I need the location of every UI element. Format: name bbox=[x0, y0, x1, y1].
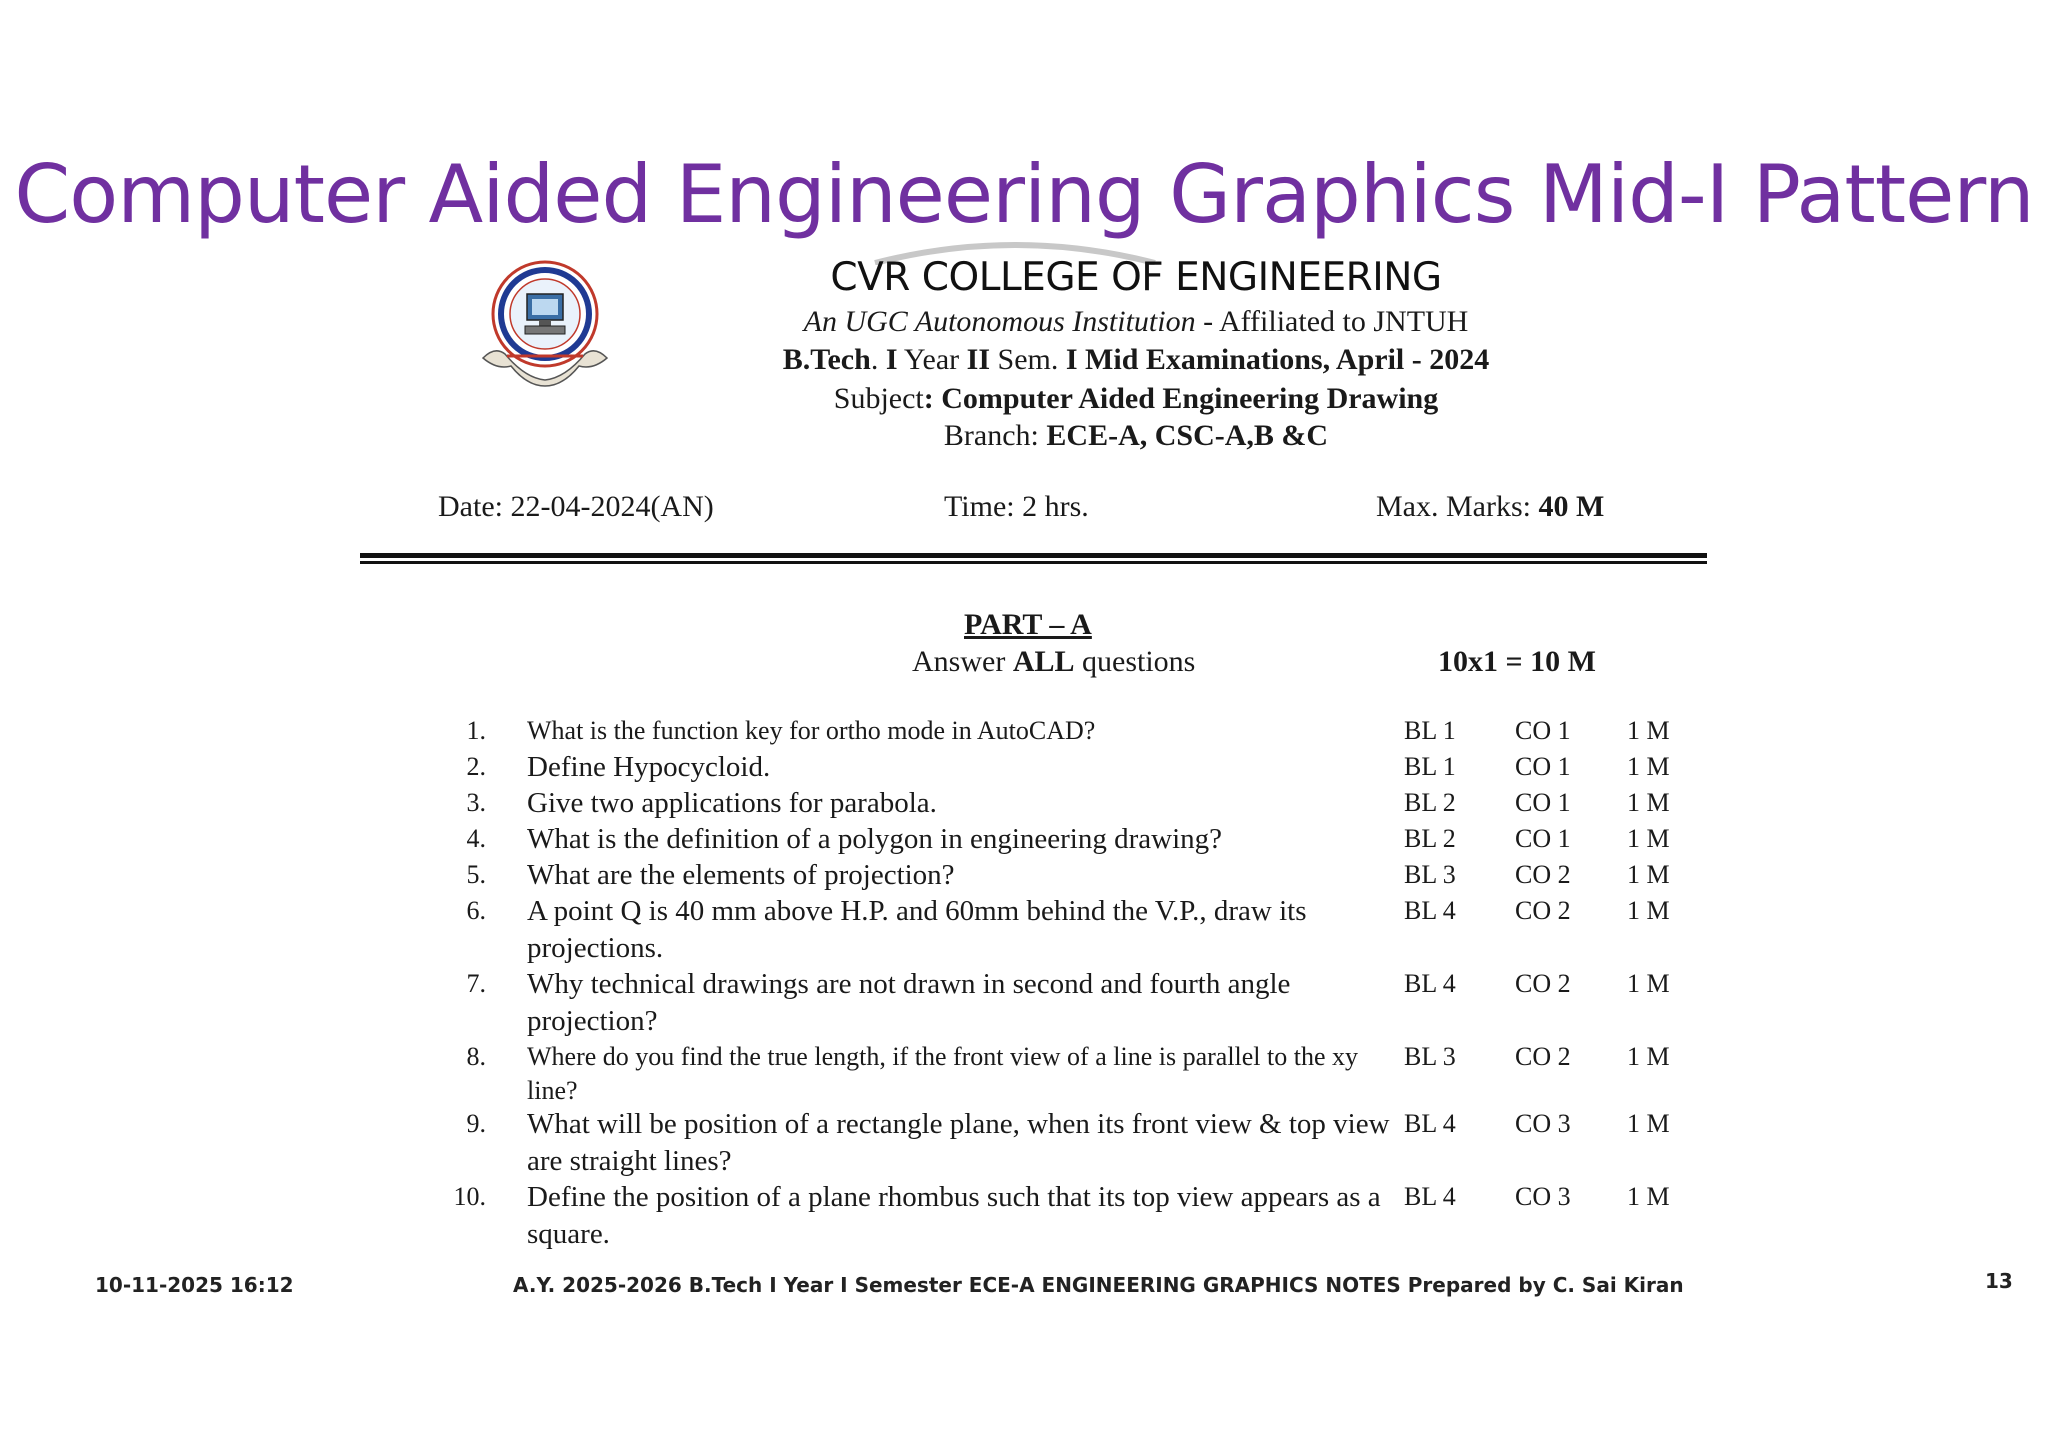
exam-line: B.Tech. I Year II Sem. I Mid Examinations, April - 2024 bbox=[782, 343, 1490, 376]
question-text: Where do you find the true length, if the front view of a line is parallel to the xy line? bbox=[527, 1042, 1359, 1105]
course-outcome: CO 1 bbox=[1515, 716, 1571, 745]
bloom-level: BL 1 bbox=[1404, 752, 1456, 781]
part-a-instruction: Answer ALL questions bbox=[912, 645, 1196, 678]
question-marks: 1 M bbox=[1627, 969, 1670, 998]
question-text: What is the definition of a polygon in engineering drawing? bbox=[527, 823, 1223, 855]
question-text: What is the function key for ortho mode in AutoCAD? bbox=[527, 716, 1096, 745]
question-number: 3. bbox=[466, 788, 486, 817]
question-marks: 1 M bbox=[1627, 716, 1670, 745]
question-text: Define Hypocycloid. bbox=[527, 751, 771, 783]
page-number: 13 bbox=[1985, 1269, 2013, 1293]
question-number: 7. bbox=[466, 969, 486, 998]
college-seal-logo bbox=[475, 258, 615, 388]
course-outcome: CO 3 bbox=[1515, 1182, 1571, 1211]
subject-line: Subject: Computer Aided Engineering Drawing bbox=[833, 382, 1439, 415]
question-marks: 1 M bbox=[1627, 752, 1670, 781]
question-number: 9. bbox=[466, 1109, 486, 1138]
bloom-level: BL 1 bbox=[1404, 716, 1456, 745]
bloom-level: BL 2 bbox=[1404, 788, 1456, 817]
exam-date: Date: 22-04-2024(AN) bbox=[438, 490, 714, 523]
footer-datetime: 10-11-2025 16:12 bbox=[95, 1273, 294, 1297]
question-marks: 1 M bbox=[1627, 860, 1670, 889]
exam-time: Time: 2 hrs. bbox=[944, 490, 1089, 523]
question-number: 8. bbox=[466, 1042, 486, 1071]
bloom-level: BL 4 bbox=[1404, 896, 1456, 925]
question-number: 1. bbox=[466, 716, 486, 745]
bloom-level: BL 3 bbox=[1404, 1042, 1456, 1071]
question-marks: 1 M bbox=[1627, 1182, 1670, 1211]
header-divider bbox=[360, 553, 1707, 558]
college-name: CVR COLLEGE OF ENGINEERING bbox=[830, 255, 1442, 300]
question-marks: 1 M bbox=[1627, 1109, 1670, 1138]
footer-center-text: A.Y. 2025-2026 B.Tech I Year I Semester ECE-A ENGINEERING GRAPHICS NOTES Prepared by C. Sai Kiran bbox=[513, 1273, 1684, 1297]
question-marks: 1 M bbox=[1627, 1042, 1670, 1071]
question-marks: 1 M bbox=[1627, 896, 1670, 925]
course-outcome: CO 2 bbox=[1515, 896, 1571, 925]
question-marks: 1 M bbox=[1627, 788, 1670, 817]
question-text: Give two applications for parabola. bbox=[527, 787, 937, 819]
question-text: Why technical drawings are not drawn in second and fourth angle projection? bbox=[527, 968, 1291, 1037]
bloom-level: BL 3 bbox=[1404, 860, 1456, 889]
course-outcome: CO 2 bbox=[1515, 969, 1571, 998]
bloom-level: BL 4 bbox=[1404, 969, 1456, 998]
question-text: Define the position of a plane rhombus such that its top view appears as a square. bbox=[527, 1181, 1381, 1250]
bloom-level: BL 4 bbox=[1404, 1182, 1456, 1211]
part-a-heading: PART – A bbox=[964, 608, 1092, 641]
question-number: 4. bbox=[466, 824, 486, 853]
question-marks: 1 M bbox=[1627, 824, 1670, 853]
affiliation-line: An UGC Autonomous Institution - Affiliated to JNTUH bbox=[803, 305, 1469, 338]
question-number: 2. bbox=[466, 752, 486, 781]
max-marks: Max. Marks: 40 M bbox=[1376, 490, 1605, 523]
branch-line: Branch: ECE-A, CSC-A,B &C bbox=[943, 419, 1329, 452]
course-outcome: CO 2 bbox=[1515, 860, 1571, 889]
course-outcome: CO 1 bbox=[1515, 788, 1571, 817]
course-outcome: CO 1 bbox=[1515, 752, 1571, 781]
question-number: 10. bbox=[453, 1182, 486, 1211]
question-text: A point Q is 40 mm above H.P. and 60mm behind the V.P., draw its projections. bbox=[527, 895, 1307, 964]
question-text: What are the elements of projection? bbox=[527, 859, 955, 891]
course-outcome: CO 3 bbox=[1515, 1109, 1571, 1138]
header-divider-secondary bbox=[360, 561, 1707, 564]
bloom-level: BL 2 bbox=[1404, 824, 1456, 853]
slide-title: Computer Aided Engineering Graphics Mid-I Pattern bbox=[14, 148, 2034, 241]
course-outcome: CO 2 bbox=[1515, 1042, 1571, 1071]
question-number: 5. bbox=[466, 860, 486, 889]
question-text: What will be position of a rectangle plane, when its front view & top view are straight lines? bbox=[527, 1108, 1390, 1177]
bloom-level: BL 4 bbox=[1404, 1109, 1456, 1138]
part-a-marks-scheme: 10x1 = 10 M bbox=[1438, 645, 1596, 678]
question-number: 6. bbox=[466, 896, 486, 925]
course-outcome: CO 1 bbox=[1515, 824, 1571, 853]
